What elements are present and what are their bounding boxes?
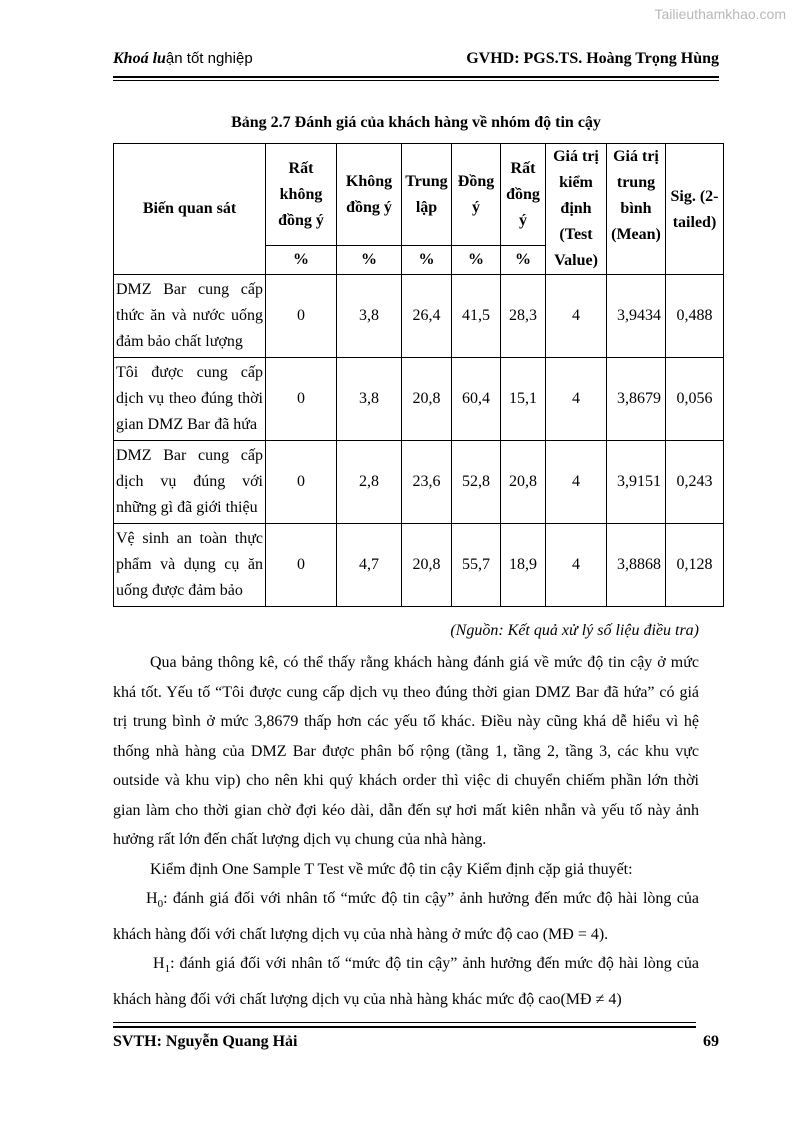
col-neutral: Trung lập [402,144,452,246]
cell-very-disagree: 0 [266,441,337,524]
cell-very-disagree: 0 [266,275,337,358]
cell-mean: 3,9151 [607,441,666,524]
cell-very-disagree: 0 [266,524,337,607]
cell-agree: 41,5 [452,275,501,358]
cell-test-value: 4 [546,524,607,607]
body-text [113,648,699,1014]
hypothesis-h1 [113,949,699,1014]
cell-agree: 52,8 [452,441,501,524]
h0-text: : đánh giá đối với nhân tố “mức độ tin cậy” ảnh hưởng đến mức độ hài lòng của khách hàng đối với chất lượng dịch vụ của nhà hàng ở mức độ cao (MĐ = 4). [113,890,699,943]
table-source: (Nguồn: Kết quả xử lý số liệu điều tra) [450,622,699,639]
header-left-rest: ận tốt nghiệp [165,50,253,67]
header-rule-thin [113,80,719,81]
col-agree: Đồng ý [452,144,501,246]
h0-subscript: 0 [157,898,164,911]
cell-very-agree: 28,3 [501,275,546,358]
cell-neutral: 23,6 [402,441,452,524]
row-variable: Tôi được cung cấp dịch vụ theo đúng thời gian DMZ Bar đã hứa [114,358,266,441]
cell-very-disagree: 0 [266,358,337,441]
row-variable: Vệ sinh an toàn thực phẩm và dụng cụ ăn uống được đảm bảo [114,524,266,607]
page-header [113,50,719,72]
cell-very-agree: 20,8 [501,441,546,524]
paragraph-test-intro: Kiểm định One Sample T Test về mức độ tin cậy Kiểm định cặp giả thuyết: [150,860,633,878]
cell-very-agree: 18,9 [501,524,546,607]
footer-rule-thick [113,1026,696,1028]
cell-disagree: 3,8 [337,275,402,358]
col-sig: Sig. (2-tailed) [666,144,724,275]
cell-neutral: 26,4 [402,275,452,358]
survey-table [113,143,724,607]
table-row [114,275,724,358]
cell-mean: 3,8679 [607,358,666,441]
col-very-disagree: Rất không đồng ý [266,144,337,246]
h1-text: : đánh giá đối với nhân tố “mức độ tin cậy” ảnh hưởng đến mức độ hài lòng của khách hàng đối với chất lượng dịch vụ của nhà hàng khác mức độ cao(MĐ ≠ 4) [113,955,699,1008]
pct-agree: % [452,246,501,275]
pct-disagree: % [337,246,402,275]
h0-label: H [146,890,158,907]
col-very-agree: Rất đồng ý [501,144,546,246]
footer-author: SVTH: Nguyễn Quang Hải [113,1033,298,1050]
page-footer [113,1033,719,1055]
table-row [114,524,724,607]
cell-sig: 0,056 [666,358,724,441]
table-header-row [114,144,724,246]
cell-disagree: 3,8 [337,358,402,441]
cell-agree: 60,4 [452,358,501,441]
cell-mean: 3,9434 [607,275,666,358]
cell-test-value: 4 [546,358,607,441]
header-left [113,50,253,68]
cell-mean: 3,8868 [607,524,666,607]
paragraph-analysis: Qua bảng thông kê, có thể thấy rằng khách hàng đánh giá về mức độ tin cậy ở mức khá tốt. Yếu tố “Tôi được cung cấp dịch vụ theo đúng thời gian DMZ Bar đã hứa” có giá trị trung bình ở mức 3,8679 thấp hơn các yếu tố khác. Điều này cũng khá dễ hiểu vì hệ thống nhà hàng của DMZ Bar được phân bố rộng (tầng 1, tầng 2, tầng 3, các khu vực outside và khu vip) cho nên khi quý khách order thì việc di chuyển chiếm phần lớn thời gian làm cho thời gian chờ đợi kéo dài, dẫn đến sự hơi mất kiên nhẫn và yếu tố này ảnh hưởng rất lớn đến chất lượng dịch vụ chung của nhà hàng. [113,654,699,848]
col-variable: Biến quan sát [114,144,266,275]
cell-sig: 0,243 [666,441,724,524]
table-title: Bảng 2.7 Đánh giá của khách hàng về nhóm độ tin cậy [231,114,601,131]
header-rule-thick [113,76,719,78]
h1-subscript: 1 [164,963,171,976]
cell-agree: 55,7 [452,524,501,607]
col-mean: Giá trị trung bình (Mean) [607,144,666,275]
header-right: GVHD: PGS.TS. Hoàng Trọng Hùng [466,50,719,67]
header-left-italic: Khoá lu [113,50,166,67]
row-variable: DMZ Bar cung cấp thức ăn và nước uống đảm bảo chất lượng [114,275,266,358]
cell-test-value: 4 [546,275,607,358]
cell-very-agree: 15,1 [501,358,546,441]
pct-very-agree: % [501,246,546,275]
cell-sig: 0,128 [666,524,724,607]
cell-disagree: 2,8 [337,441,402,524]
cell-neutral: 20,8 [402,524,452,607]
cell-disagree: 4,7 [337,524,402,607]
page-number: 69 [703,1033,719,1050]
footer-rule-thin [113,1022,696,1023]
col-disagree: Không đồng ý [337,144,402,246]
cell-sig: 0,488 [666,275,724,358]
pct-neutral: % [402,246,452,275]
row-variable: DMZ Bar cung cấp dịch vụ đúng với những gì đã giới thiệu [114,441,266,524]
col-test-value: Giá trị kiểm định (Test Value) [546,144,607,275]
cell-neutral: 20,8 [402,358,452,441]
table-row [114,358,724,441]
table-row [114,441,724,524]
h1-label: H [153,955,165,973]
pct-very-disagree: % [266,246,337,275]
watermark: Tailieuthamkhao.com [654,6,786,22]
hypothesis-h0 [113,884,699,949]
cell-test-value: 4 [546,441,607,524]
